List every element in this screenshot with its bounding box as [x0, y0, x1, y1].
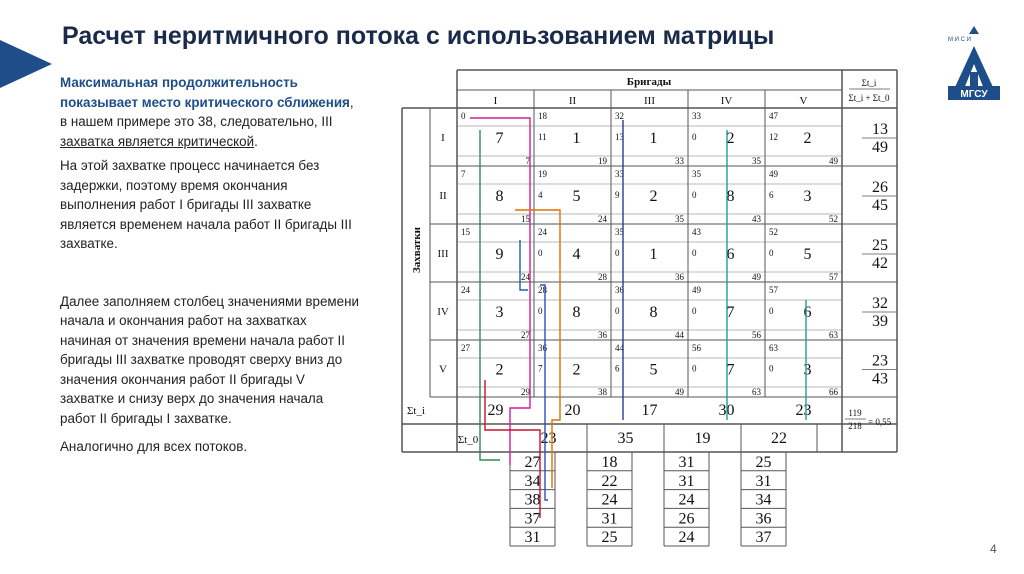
ratio-num-3: 25: [872, 237, 888, 254]
cell-start: 52: [769, 227, 778, 237]
cell-start: 28: [538, 285, 547, 295]
cell-start: 33: [615, 169, 624, 179]
page-title: Расчет неритмичного потока с использованием матрицы: [62, 22, 775, 50]
cell-left-mark: 0: [769, 248, 774, 258]
bottom-value: 18: [601, 454, 618, 471]
cell-duration: 6: [726, 246, 735, 263]
sum-ti-5: 23: [795, 402, 812, 419]
sum-t0-1: 23: [540, 430, 557, 447]
ratio-num-5: 23: [872, 352, 888, 370]
bottom-value: 31: [524, 529, 541, 547]
zone-label-5: V: [439, 363, 447, 376]
header-brigades: Бригады: [626, 76, 672, 88]
cell-left-mark: 0: [692, 248, 697, 258]
cell-end: 28: [598, 272, 607, 282]
cell-left-mark: 0: [692, 363, 697, 374]
p1-end: .: [254, 133, 258, 149]
p1-highlight: Максимальная продолжительность показывает место критического сближения: [60, 75, 350, 110]
cell-duration: 2: [572, 361, 581, 379]
ratio-header-den: Σt_i + Σt_0: [848, 93, 890, 103]
cell-start: 63: [769, 343, 778, 353]
bottom-value: 25: [601, 529, 618, 547]
cell-start: 57: [769, 285, 778, 295]
bottom-value: 31: [755, 472, 772, 490]
cell-left-mark: 0: [692, 132, 697, 142]
cell-start: 44: [615, 343, 624, 353]
cell-end: 44: [675, 330, 684, 340]
sum-ti-3: 17: [641, 402, 658, 419]
cell-duration: 8: [495, 188, 504, 205]
logo-letters: М И С И: [948, 37, 971, 43]
sum-t0-3: 19: [694, 430, 711, 447]
total-ratio-num: 119: [848, 408, 862, 418]
cell-end: 24: [521, 272, 530, 282]
bottom-value: 37: [524, 510, 541, 528]
cell-left-mark: 7: [538, 363, 543, 374]
ratio-den-5: 43: [872, 370, 888, 388]
cell-start: 27: [461, 343, 470, 353]
bottom-value: 24: [601, 491, 618, 509]
cell-duration: 7: [726, 304, 735, 321]
bottom-value: 36: [755, 510, 772, 528]
cell-start: 7: [461, 169, 466, 179]
cell-left-mark: 0: [692, 190, 697, 200]
ratio-num-1: 13: [872, 121, 888, 138]
cell-end: 57: [829, 272, 838, 282]
cell-duration: 7: [495, 130, 504, 147]
brigade-label-3: III: [644, 95, 655, 107]
cell-duration: 3: [803, 361, 812, 379]
cell-duration: 8: [572, 304, 581, 321]
cell-end: 35: [675, 214, 684, 224]
cell-left-mark: 11: [538, 132, 547, 142]
cell-duration: 5: [572, 188, 581, 205]
bottom-value: 24: [678, 529, 695, 547]
logo-caption: МГСУ: [960, 89, 988, 100]
cell-start: 49: [692, 285, 701, 295]
p1-mid: , в нашем примере это 38, следовательно, III: [60, 94, 354, 129]
brigade-label-1: I: [493, 95, 498, 107]
sum-ti-2: 20: [564, 402, 581, 419]
cell-end: 63: [752, 387, 761, 397]
cell-start: 0: [461, 111, 466, 121]
cell-left-mark: 0: [692, 306, 697, 316]
cell-left-mark: 13: [615, 132, 624, 142]
zone-label-2: II: [439, 190, 447, 202]
ratio-header-num: Σt_i: [861, 78, 877, 88]
paragraph-3: Далее заполняем столбец значениями времени начала и окончания работ на захватках начиная от значения времени начала работ II бригады III захватке проводят сверху вниз до значения окончания работ II бригады V захватке и снизу верх до значения начала работ II бригады I захватке.: [60, 293, 359, 426]
cell-start: 49: [769, 169, 778, 179]
cell-start: 19: [538, 169, 547, 179]
ratio-den-1: 49: [872, 139, 888, 156]
cell-end: 66: [829, 387, 838, 397]
cell-duration: 2: [495, 361, 504, 379]
bottom-value: 27: [524, 454, 541, 471]
total-ratio-den: 218: [848, 421, 862, 431]
bottom-value: 26: [678, 510, 695, 528]
cell-end: 38: [598, 387, 607, 397]
cell-end: 7: [525, 156, 530, 166]
cell-duration: 2: [726, 130, 735, 147]
p1-underlined: захватка является критической: [60, 133, 255, 149]
cell-duration: 6: [803, 304, 812, 321]
sum-t0-4: 22: [771, 430, 787, 447]
cell-end: 49: [752, 272, 761, 282]
bottom-value: 31: [601, 510, 618, 528]
cell-start: 35: [615, 227, 624, 237]
cell-start: 56: [692, 343, 701, 353]
cell-duration: 9: [495, 246, 504, 263]
cell-start: 32: [615, 111, 624, 121]
cell-end: 49: [829, 156, 838, 166]
cell-duration: 3: [495, 304, 504, 321]
cell-duration: 8: [649, 304, 658, 321]
cell-end: 33: [675, 156, 684, 166]
cell-start: 36: [538, 343, 547, 353]
zone-label-1: I: [441, 132, 445, 144]
bottom-value: 38: [524, 491, 541, 509]
zone-label-3: III: [437, 248, 449, 260]
cell-end: 24: [598, 214, 607, 224]
cell-end: 52: [829, 214, 838, 224]
cell-end: 49: [675, 387, 684, 397]
cell-start: 36: [615, 285, 624, 295]
cell-start: 24: [461, 285, 470, 295]
cell-end: 43: [752, 214, 761, 224]
cell-left-mark: 0: [615, 306, 620, 316]
cell-left-mark: 0: [769, 306, 774, 316]
paragraph-2: На этой захватке процесс начинается без задержки, поэтому время окончания выполнения работ I бригады III захватке является временем начала работ II бригады III захватке.: [60, 158, 352, 251]
sum-t0-label: Σt_0: [457, 434, 479, 446]
cell-duration: 1: [649, 246, 658, 263]
cell-end: 27: [521, 330, 530, 340]
cell-end: 36: [598, 330, 607, 340]
bottom-value: 37: [755, 529, 772, 547]
cell-start: 47: [769, 111, 778, 121]
zone-label-4: IV: [437, 306, 449, 318]
cell-end: 29: [521, 387, 530, 397]
cell-start: 43: [692, 227, 701, 237]
ratio-den-3: 42: [872, 255, 888, 272]
bottom-value: 34: [524, 472, 541, 490]
cell-end: 15: [521, 214, 530, 224]
cell-end: 19: [598, 156, 607, 166]
sum-t0-2: 35: [617, 430, 634, 447]
cell-duration: 1: [572, 130, 581, 147]
cell-start: 35: [692, 169, 701, 179]
cell-left-mark: 0: [615, 248, 620, 258]
bottom-value: 34: [755, 491, 772, 509]
cell-duration: 3: [803, 188, 812, 205]
sum-ti-4: 30: [718, 402, 735, 419]
bottom-value: 25: [755, 454, 772, 471]
total-ratio-value: = 0,55: [868, 417, 892, 427]
ratio-den-4: 39: [872, 313, 888, 330]
cell-left-mark: 0: [538, 306, 543, 316]
bottom-value: 31: [678, 454, 695, 471]
cell-left-mark: 6: [615, 363, 620, 374]
cell-start: 33: [692, 111, 701, 121]
bottom-value: 24: [678, 491, 695, 509]
bottom-value: 22: [601, 472, 618, 490]
cell-left-mark: 9: [615, 190, 620, 200]
bottom-value: 31: [678, 472, 695, 490]
cell-end: 56: [752, 330, 761, 340]
cell-left-mark: 6: [769, 190, 774, 200]
page-number: 4: [990, 542, 997, 556]
cell-left-mark: 0: [538, 248, 543, 258]
brigade-label-2: II: [568, 95, 577, 107]
cell-duration: 5: [649, 361, 658, 379]
cell-duration: 5: [803, 246, 812, 263]
header-zones: Захватки: [411, 226, 423, 274]
cell-duration: 1: [649, 130, 658, 147]
sum-ti-label: Σt_i: [406, 405, 426, 417]
cell-duration: 2: [649, 188, 658, 205]
cell-left-mark: 12: [769, 132, 778, 142]
cell-start: 18: [538, 111, 547, 121]
brigade-label-4: IV: [720, 95, 733, 107]
flow-arrow-4: [540, 285, 548, 500]
ratio-num-2: 26: [872, 179, 888, 196]
cell-end: 35: [752, 156, 761, 166]
ratio-den-2: 45: [872, 197, 888, 214]
cell-duration: 2: [803, 130, 812, 147]
cell-duration: 4: [572, 246, 581, 263]
cell-end: 36: [675, 272, 684, 282]
cell-start: 24: [538, 227, 547, 237]
cell-left-mark: 4: [538, 190, 543, 200]
ratio-num-4: 32: [872, 295, 888, 312]
paragraph-4: Аналогично для всех потоков.: [60, 439, 248, 454]
cell-duration: 7: [726, 361, 735, 379]
cell-duration: 8: [726, 188, 735, 205]
sum-ti-1: 29: [487, 402, 504, 419]
brigade-label-5: V: [799, 95, 808, 107]
cell-left-mark: 0: [769, 363, 774, 374]
cell-end: 63: [829, 330, 838, 340]
cell-start: 15: [461, 227, 470, 237]
